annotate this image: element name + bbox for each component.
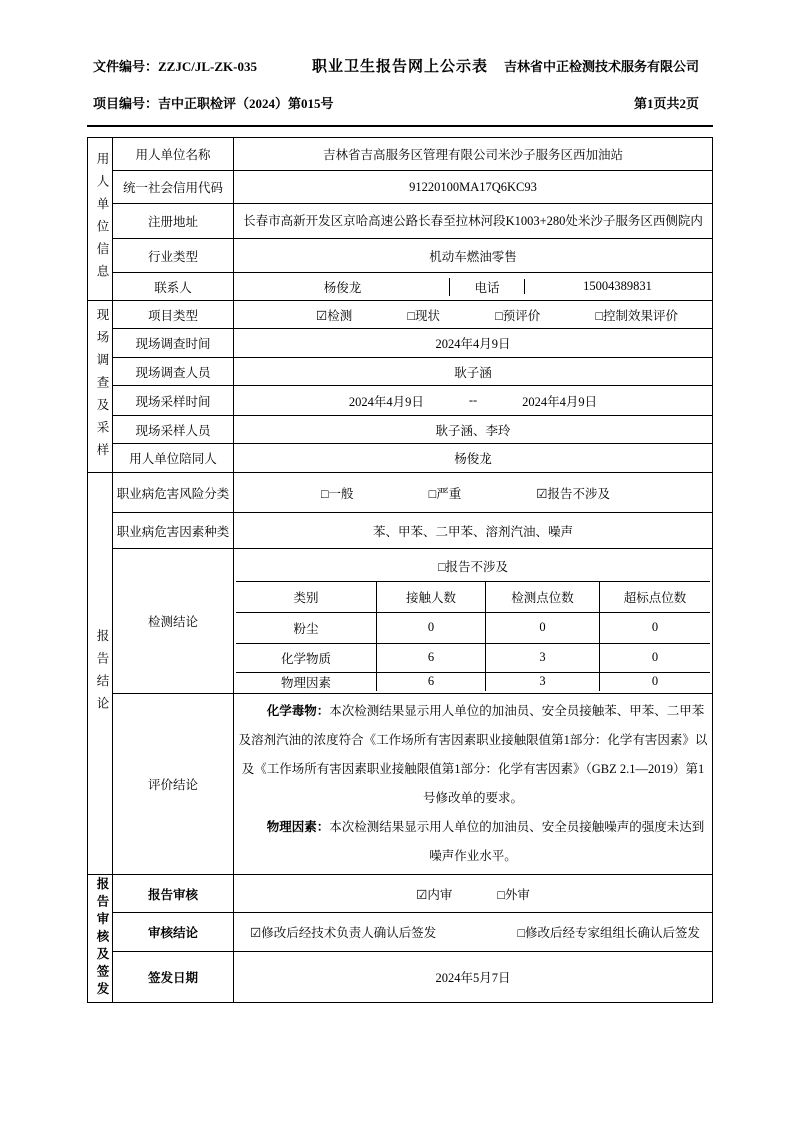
checkbox-option-tech-lead-signoff[interactable]: ☑修改后经技术负责人确认后签发 [250,926,437,940]
col-header-exceed: 超标点位数 [599,582,710,612]
checkbox-option-severe[interactable]: □严重 [428,486,462,501]
checkbox-option-status[interactable]: □现状 [407,308,440,323]
cell-points: 3 [485,644,599,672]
evaluation-label: 评价结论 [113,694,234,875]
table-row [88,444,713,473]
checkbox-option-report-not-involved[interactable]: □报告不涉及 [437,560,509,574]
audit-label: 报告审核 [113,875,234,913]
sampling-date-from: 2024年4月9日 [348,394,424,409]
table-row [88,952,713,1003]
checkbox-option-expert-lead-signoff[interactable]: □修改后经专家组组长确认后签发 [517,926,700,940]
project-type-label: 项目类型 [113,301,234,329]
section-label-employer: 用人单位信息 [88,138,113,301]
col-header-exposed: 接触人数 [376,582,485,612]
table-row [88,239,713,273]
detection-row-dust [236,612,710,643]
page-number: 第1页共2页 [633,96,699,111]
page-title: 职业卫生报告网上公示表 [311,59,489,75]
employer-name-value: 吉林省吉高服务区管理有限公司米沙子服务区西加油站 [234,138,713,171]
risk-class-label: 职业病危害风险分类 [113,473,234,513]
header-row-1 [87,56,713,76]
industry-value: 机动车燃油零售 [234,239,713,273]
survey-staff-value: 耿子涵 [234,358,713,386]
evaluation-text [234,694,713,875]
detection-header-row [236,581,710,612]
address-value: 长春市高新开发区京哈高速公路长春至拉林河段K1003+280处米沙子服务区西侧院内 [234,204,713,239]
page-header [87,56,713,127]
industry-label: 行业类型 [113,239,234,273]
table-row [88,204,713,239]
cell-exceed: 0 [599,673,710,691]
table-row [88,513,713,549]
cell-exceed: 0 [599,644,710,672]
phone-value: 15004389831 [524,279,710,294]
col-header-points: 检测点位数 [485,582,599,612]
table-row [88,301,713,329]
evaluation-chem-text: 本次检测结果显示用人单位的加油员、安全员接触苯、甲苯、二甲苯及溶剂汽油的浓度符合《工作场所有害因素职业接触限值第1部分：化学有害因素》以及《工作场所有害因素职业接触限值第1部分：化学有害因素》（GBZ 2.1—2019）第1号修改单的要求。 [238,704,708,805]
table-row [88,549,713,694]
table-row [88,386,713,416]
evaluation-chem-lead: 化学毒物： [266,704,330,718]
section-label-survey: 现场调查及采样 [88,301,113,473]
credit-code-label: 统一社会信用代码 [113,171,234,204]
address-label: 注册地址 [113,204,234,239]
cell-points: 0 [485,613,599,643]
audit-conclusion-label: 审核结论 [113,913,234,952]
table-row [88,171,713,204]
table-row [88,329,713,358]
sampling-date-separator: -- [468,393,478,407]
table-row [88,416,713,444]
detection-row-physical [236,672,710,691]
survey-date-label: 现场调查时间 [113,329,234,358]
hazard-factors-value: 苯、甲苯、二甲苯、溶剂汽油、噪声 [234,513,713,549]
doc-number: 文件编号：ZZJC/JL-ZK-035 [93,59,257,74]
issue-date-label: 签发日期 [113,952,234,1003]
form-table [87,137,713,1003]
project-number: 项目编号：吉中正职检评（2024）第015号 [93,96,334,111]
cell-exceed: 0 [599,613,710,643]
detection-table [236,552,710,691]
checkbox-option-internal-audit[interactable]: ☑内审 [416,887,453,902]
header-row-2 [87,93,713,113]
survey-staff-label: 现场调查人员 [113,358,234,386]
contact-name: 杨俊龙 [323,280,362,295]
checkbox-option-external-audit[interactable]: □外审 [497,887,530,902]
table-row [88,913,713,952]
phone-label: 电话 [449,278,524,296]
header-divider [87,125,713,127]
col-header-category: 类别 [293,590,319,605]
escort-value: 杨俊龙 [234,444,713,473]
sampling-date-to: 2024年4月9日 [522,394,598,409]
cell-points: 3 [485,673,599,691]
hazard-factors-label: 职业病危害因素种类 [113,513,234,549]
sampling-date-label: 现场采样时间 [113,386,234,416]
table-row [88,473,713,513]
checkbox-option-detection[interactable]: ☑检测 [316,308,353,323]
survey-date-value: 2024年4月9日 [234,329,713,358]
section-label-conclusion: 报告结论 [88,473,113,875]
sampling-staff-value: 耿子涵、李玲 [234,416,713,444]
evaluation-phys-text: 本次检测结果显示用人单位的加油员、安全员接触噪声的强度未达到噪声作业水平。 [329,820,705,863]
cell-category: 粉尘 [293,621,319,636]
checkbox-option-general[interactable]: □一般 [321,486,354,501]
contact-label: 联系人 [113,273,234,301]
table-row [88,138,713,171]
cell-category: 物理因素 [280,675,331,690]
evaluation-phys-lead: 物理因素： [266,820,330,834]
section-label-review: 报告审核及签发 [88,875,113,1003]
cell-exposed: 6 [376,644,485,672]
detection-row-chemical [236,643,710,672]
table-row [88,694,713,875]
table-row [88,273,713,301]
escort-label: 用人单位陪同人 [113,444,234,473]
sampling-staff-label: 现场采样人员 [113,416,234,444]
table-row [88,358,713,386]
issue-date-value: 2024年5月7日 [234,952,713,1003]
table-row [88,875,713,913]
checkbox-option-control-effect[interactable]: □控制效果评价 [595,308,678,323]
cell-exposed: 6 [376,673,485,691]
cell-category: 化学物质 [280,651,331,666]
cell-exposed: 0 [376,613,485,643]
detection-label: 检测结论 [113,549,234,694]
company-name: 吉林省中正检测技术服务有限公司 [503,59,699,74]
checkbox-option-pre-evaluation[interactable]: □预评价 [495,308,541,323]
credit-code-value: 91220100MA17Q6KC93 [234,171,713,204]
checkbox-option-not-involved[interactable]: ☑报告不涉及 [536,486,610,501]
employer-name-label: 用人单位名称 [113,138,234,171]
